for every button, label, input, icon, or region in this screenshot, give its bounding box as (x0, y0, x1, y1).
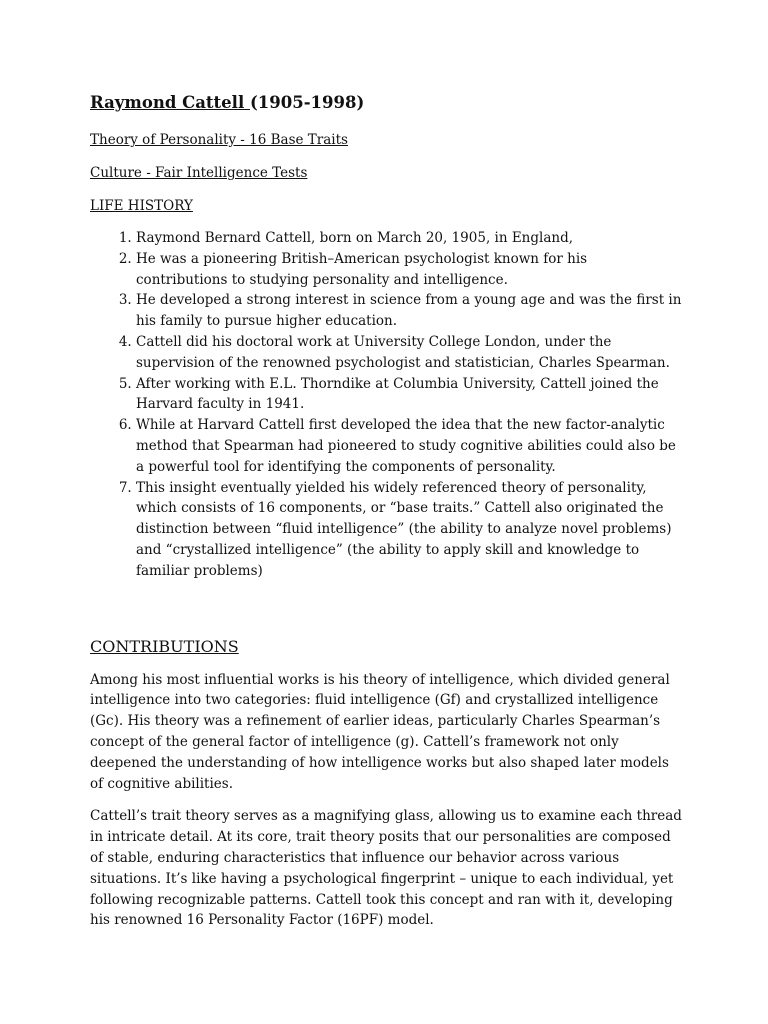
title-years: (1905-1998) (249, 93, 365, 112)
list-item: 6. While at Harvard Cattell first developed the idea that the new factor-analytic method that Spearman had pioneered to study cognitive abilities could also be a powerful tool for identifying the components of personality. (136, 415, 682, 477)
title-name: Raymond Cattell (90, 93, 250, 112)
list-item: 3. He developed a strong interest in science from a young age and was the first in his family to pursue higher education. (136, 290, 682, 332)
subtitle-tests: Culture - Fair Intelligence Tests (90, 165, 308, 181)
list-item: 2. He was a pioneering British–American psychologist known for his contributions to studying personality and intelligence. (136, 249, 682, 291)
document-page (90, 92, 682, 943)
document-title (90, 92, 682, 114)
life-history-list (90, 228, 682, 582)
list-item: 4. Cattell did his doctoral work at University College London, under the supervision of the renowned psychologist and statistician, Charles Spearman. (136, 332, 682, 374)
contributions-paragraph: Cattell’s trait theory serves as a magnifying glass, allowing us to examine each thread in intricate detail. At its core, trait theory posits that our personalities are composed of stable, enduring characteristics that influence our behavior across various situations. It’s like having a psychological fingerprint – unique to each individual, yet following recognizable patterns. Cattell took this concept and ran with it, developing his renowned 16 Personality Factor (16PF) model. (90, 808, 682, 929)
subtitle-theory: Theory of Personality - 16 Base Traits (90, 132, 348, 148)
list-item: 1. Raymond Bernard Cattell, born on March 20, 1905, in England, (136, 228, 682, 249)
contributions-paragraph: Among his most influential works is his theory of intelligence, which divided general intelligence into two categories: fluid intelligence (Gf) and crystallized intelligence (Gc). His theory was a refinement of earlier ideas, particularly Charles Spearman’s concept of the general factor of intelligence (g). Cattell’s framework not only deepened the understanding of how intelligence works but also shaped later models of cognitive abilities. (90, 671, 670, 792)
life-history-heading: LIFE HISTORY (90, 198, 193, 214)
list-item: 5. After working with E.L. Thorndike at Columbia University, Cattell joined the Harvard faculty in 1941. (136, 374, 682, 416)
contributions-heading: CONTRIBUTIONS (90, 636, 239, 656)
list-item: 7. This insight eventually yielded his widely referenced theory of personality, which consists of 16 components, or “base traits.” Cattell also originated the distinction between “fluid intelligence” (the ability to analyze novel problems) and “crystallized intelligence” (the ability to apply skill and knowledge to familiar problems) (136, 478, 682, 582)
